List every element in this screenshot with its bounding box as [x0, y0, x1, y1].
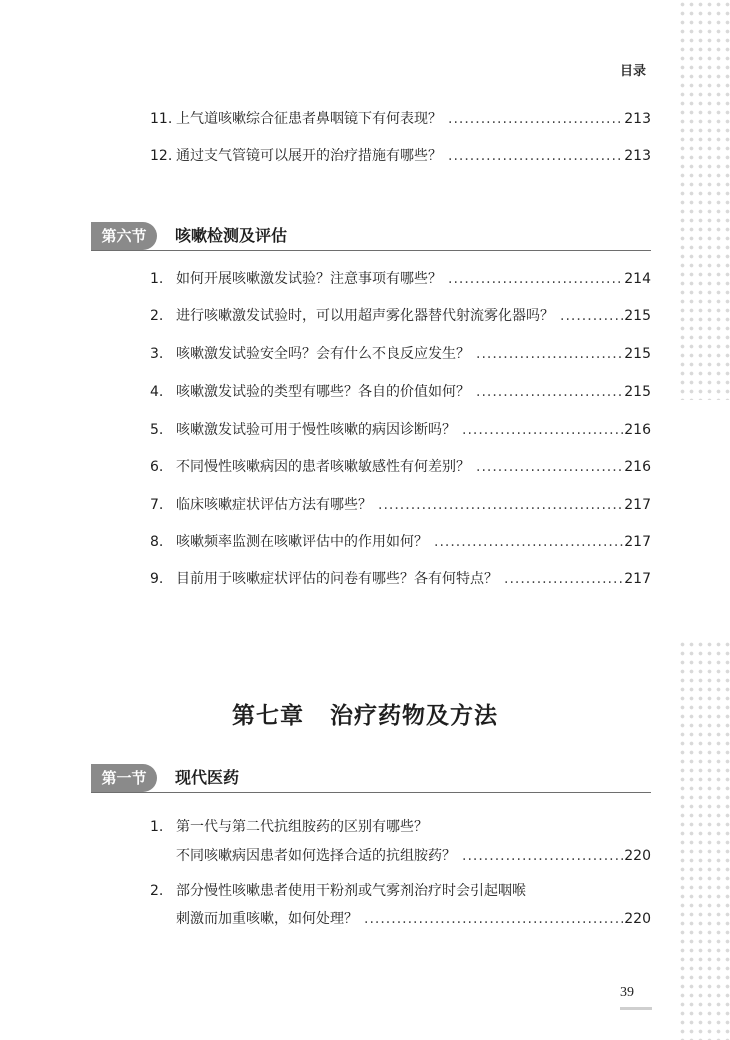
entry-text: 咳嗽激发试验的类型有哪些？各自的价值如何？: [176, 384, 470, 400]
dot-leader: [504, 568, 623, 590]
entry-number: 6.: [150, 459, 164, 475]
entry-text: 部分慢性咳嗽患者使用干粉剂或气雾剂治疗时会引起咽喉: [176, 883, 526, 899]
entry-page: 216: [624, 459, 651, 475]
toc-entry[interactable]: [150, 305, 651, 327]
dot-leader: [476, 456, 623, 478]
dot-leader: [476, 343, 623, 365]
entry-page: 217: [624, 534, 651, 550]
entry-text: 第一代与第二代抗组胺药的区别有哪些？: [176, 819, 428, 835]
section-header[interactable]: [91, 222, 651, 251]
toc-entry-line1[interactable]: [150, 816, 428, 838]
entry-number: 4.: [150, 384, 164, 400]
entry-number: 7.: [150, 497, 164, 513]
page-number: 39: [620, 985, 634, 1000]
entry-text: 如何开展咳嗽激发试验？注意事项有哪些？: [176, 271, 442, 287]
toc-entry[interactable]: [150, 268, 651, 290]
entry-number: 5.: [150, 422, 164, 438]
dot-leader: [560, 305, 623, 327]
section-title: 咳嗽检测及评估: [175, 226, 288, 245]
section-badge: 第六节: [91, 222, 157, 250]
entry-page: 215: [624, 308, 651, 324]
dot-leader: [434, 531, 623, 553]
entry-page: 215: [624, 384, 651, 400]
entry-page: 213: [624, 111, 651, 127]
dot-leader: [378, 494, 623, 516]
dot-leader: [448, 108, 623, 130]
entry-page: 215: [624, 346, 651, 362]
dot-pattern-decoration: [678, 0, 730, 400]
dot-leader: [364, 908, 623, 930]
entry-text: 临床咳嗽症状评估方法有哪些？: [176, 497, 372, 513]
entry-page: 213: [624, 148, 651, 164]
entry-number: 1.: [150, 819, 164, 835]
entry-text: 进行咳嗽激发试验时，可以用超声雾化器替代射流雾化器吗？: [176, 308, 554, 324]
chapter-title: 治疗药物及方法: [330, 702, 498, 729]
toc-entry[interactable]: [150, 419, 651, 441]
entry-page: 216: [624, 422, 651, 438]
entry-number: 3.: [150, 346, 164, 362]
toc-entry[interactable]: [150, 145, 651, 167]
toc-entry[interactable]: [150, 531, 651, 553]
entry-text: 咳嗽激发试验可用于慢性咳嗽的病因诊断吗？: [176, 422, 456, 438]
entry-text: 刺激而加重咳嗽，如何处理？: [176, 911, 358, 927]
entry-page: 220: [624, 848, 651, 864]
dot-leader: [448, 268, 623, 290]
toc-entry-line1[interactable]: [150, 880, 526, 902]
toc-entry[interactable]: [150, 108, 651, 130]
entry-number: 1.: [150, 271, 164, 287]
dot-leader: [462, 419, 623, 441]
toc-entry-line2[interactable]: [176, 845, 651, 867]
entry-page: 217: [624, 571, 651, 587]
entry-text: 不同慢性咳嗽病因的患者咳嗽敏感性有何差别？: [176, 459, 470, 475]
running-head: 目录: [620, 64, 647, 79]
toc-entry-line2[interactable]: [176, 908, 651, 930]
entry-text: 不同咳嗽病因患者如何选择合适的抗组胺药？: [176, 848, 456, 864]
toc-entry[interactable]: [150, 343, 651, 365]
section-badge: 第一节: [91, 764, 157, 792]
section-title: 现代医药: [175, 768, 240, 787]
entry-text: 咳嗽激发试验安全吗？会有什么不良反应发生？: [176, 346, 470, 362]
dot-leader: [476, 381, 623, 403]
chapter-label: 第七章: [232, 702, 304, 729]
entry-number: 12.: [150, 148, 173, 164]
entry-page: 220: [624, 911, 651, 927]
toc-entry[interactable]: [150, 456, 651, 478]
entry-text: 目前用于咳嗽症状评估的问卷有哪些？各有何特点？: [176, 571, 498, 587]
entry-number: 9.: [150, 571, 164, 587]
dot-leader: [462, 845, 623, 867]
entry-number: 8.: [150, 534, 164, 550]
entry-number: 2.: [150, 308, 164, 324]
entry-text: 上气道咳嗽综合征患者鼻咽镜下有何表现？: [176, 111, 442, 127]
toc-entry[interactable]: [150, 494, 651, 516]
entry-page: 217: [624, 497, 651, 513]
entry-page: 214: [624, 271, 651, 287]
dot-leader: [448, 145, 623, 167]
entry-text: 通过支气管镜可以展开的治疗措施有哪些？: [176, 148, 442, 164]
section-header[interactable]: [91, 764, 651, 793]
entry-number: 2.: [150, 883, 164, 899]
entry-number: 11.: [150, 111, 173, 127]
toc-entry[interactable]: [150, 381, 651, 403]
toc-entry[interactable]: [150, 568, 651, 590]
page-number-rule: [620, 1007, 652, 1010]
chapter-heading[interactable]: [0, 697, 730, 730]
entry-text: 咳嗽频率监测在咳嗽评估中的作用如何？: [176, 534, 428, 550]
